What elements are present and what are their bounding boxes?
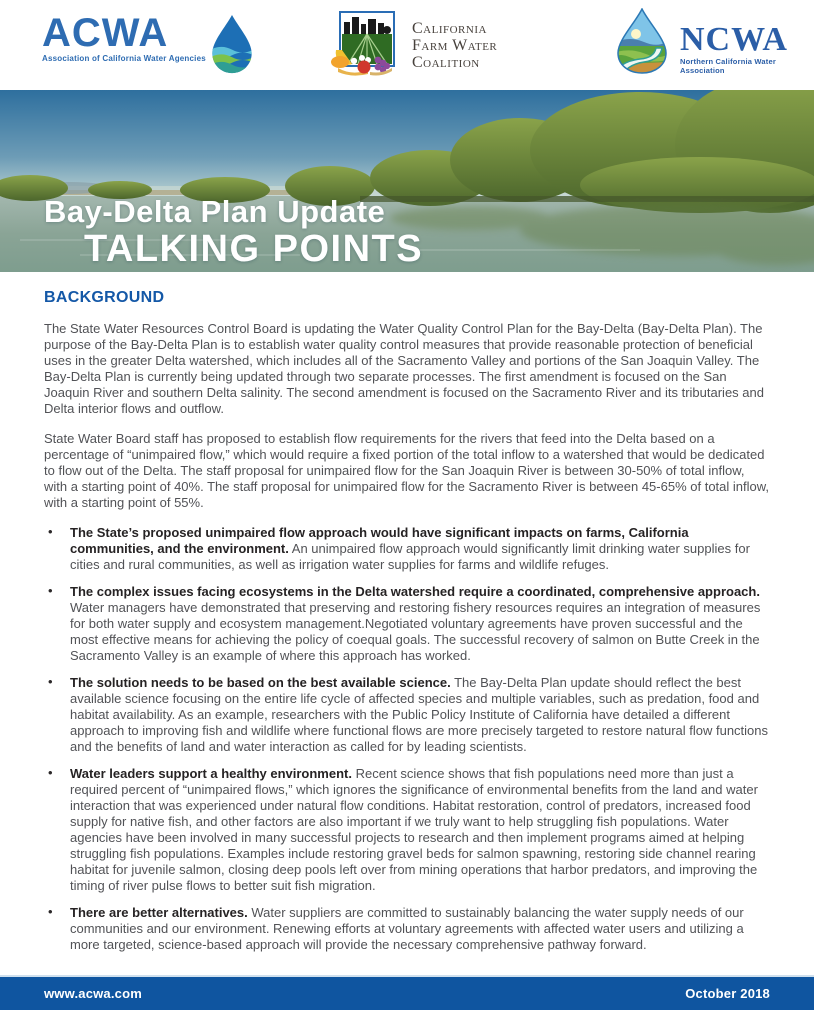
list-item	[44, 675, 770, 755]
cfwc-line1: California	[412, 20, 487, 37]
list-item	[44, 584, 770, 664]
bullet-lead: There are better alternatives.	[70, 905, 248, 920]
ncwa-wordmark: NCWA	[680, 21, 788, 58]
talking-points-list	[44, 525, 770, 953]
bullet-text: The Bay-Delta Plan update should reflect the best available science focusing on the entire life cycle of affected species and multiple variables, such as predation, food and habitat availability. As an example, researchers with the Public Policy Institute of California have detailed a different approach to improving fish and wildlife where functional flows are more precisely targeted to restore natural flow functions and the benefits of land and water interaction as called for by leading scientists.	[70, 675, 769, 754]
list-item	[44, 905, 770, 953]
ncwa-tagline: Northern California Water Association	[680, 57, 776, 75]
bullet-lead: The solution needs to be based on the best available science.	[70, 675, 451, 690]
hero-title: Bay-Delta Plan Update	[44, 194, 386, 229]
list-item	[44, 766, 770, 894]
bullet-text: Water managers have demonstrated that preserving and restoring fishery resources requires an integration of measures for both water supply and ecosystem management.Negotiated voluntary agreements have proven successful and the most effective means for achieving the policy of coequal goals. The successful recovery of salmon on Butte Creek in the Sacramento Valley is an example of where this approach has worked.	[70, 600, 761, 663]
bullet-marker: •	[48, 524, 53, 539]
hero-banner	[0, 90, 814, 272]
bullet-text: An unimpaired flow approach would significantly limit drinking water supplies for cities and rural communities, as well as irrigation water supplies for farms and wildlife refuges.	[70, 541, 750, 572]
ncwa-logo	[616, 8, 814, 79]
footer-bar	[0, 975, 814, 1010]
list-item	[44, 525, 770, 573]
footer-date: October 2018	[685, 986, 770, 1001]
bullet-marker: •	[48, 583, 53, 598]
bullet-text: Water suppliers are committed to sustainably balancing the water supply needs of our communities and our environment. Renewing efforts at voluntary agreements with affected water users and utilizing a more targeted, science-based approach will provide the necessary comprehensive pathway forward.	[70, 905, 744, 952]
bullet-lead: The complex issues facing ecosystems in the Delta watershed require a coordinated, comprehensive approach.	[70, 584, 760, 599]
acwa-logo	[42, 11, 254, 79]
cfwc-wordmark	[412, 20, 497, 71]
bullet-marker: •	[48, 674, 53, 689]
bullet-lead: Water leaders support a healthy environment.	[70, 766, 352, 781]
logo-header	[0, 0, 814, 90]
cfwc-line2: Farm Water	[412, 37, 498, 54]
acwa-wordmark: ACWA	[42, 11, 169, 55]
hero-subtitle: TALKING POINTS	[84, 228, 424, 270]
paragraph-2: State Water Board staff has proposed to establish flow requirements for the rivers that feed into the Delta based on a percentage of “unimpaired flow,” which would require a fixed portion of the total inflow to a watershed that would be dedicated to flow out of the Delta. The staff proposal for unimpaired flow for the San Joaquin River is between 30-50% of total inflow, with a starting point of 40%. The staff proposal for unimpaired flow for the Sacramento River is between 45-65% of total inflow, with a starting point of 55%.	[44, 431, 770, 510]
acwa-tagline: Association of California Water Agencies	[42, 54, 206, 63]
bullet-text: Recent science shows that fish populations need more than just a required percent of “unimpaired flows,” which ignores the significance of environmental benefits from the land and water interaction that was experienced under natural flow conditions. Habitat restoration, control of predators, increased food supply for native fish, and other factors are also important if we truly want to help struggling fish populations. Water agencies have been involved in many successful projects to research and then implement programs aimed at helping struggling fish populations. Examples include restoring gravel beds for salmon spawning, restoring side channel rearing habitat for juvenile salmon, closing deep pools left over from mining operations that harbor predators, and improving the timing of river pulse flows to better suit fish migration.	[70, 766, 758, 893]
paragraph-1: The State Water Resources Control Board is updating the Water Quality Control Plan for the Bay-Delta (Bay-Delta Plan). The purpose of the Bay-Delta Plan is to establish water quality control measures that provide reasonable protection of beneficial uses in the greater Delta watershed, which includes all of the Sacramento Valley and portions of the San Joaquin Valley. The Bay-Delta Plan is currently being updated through two separate processes. The first amendment is focused on the San Joaquin River and southern Delta salinity. The second amendment is focused on the Sacramento River and its tributaries and Delta interior flows and outflow.	[44, 321, 764, 416]
cfwc-line3: Coalition	[412, 54, 480, 71]
main-content	[44, 272, 770, 964]
bullet-marker: •	[48, 904, 53, 919]
acwa-waterdrop-icon	[210, 14, 254, 79]
cfwc-logo	[334, 10, 497, 83]
bullet-lead: The State’s proposed unimpaired flow approach would have significant impacts on farms, California communities, and the environment.	[70, 525, 689, 556]
cfwc-farm-icon	[334, 10, 398, 83]
footer-website-link[interactable]: www.acwa.com	[44, 986, 143, 1001]
section-heading-background: BACKGROUND	[44, 289, 165, 306]
bullet-marker: •	[48, 765, 53, 780]
ncwa-waterdrop-icon	[616, 8, 668, 79]
